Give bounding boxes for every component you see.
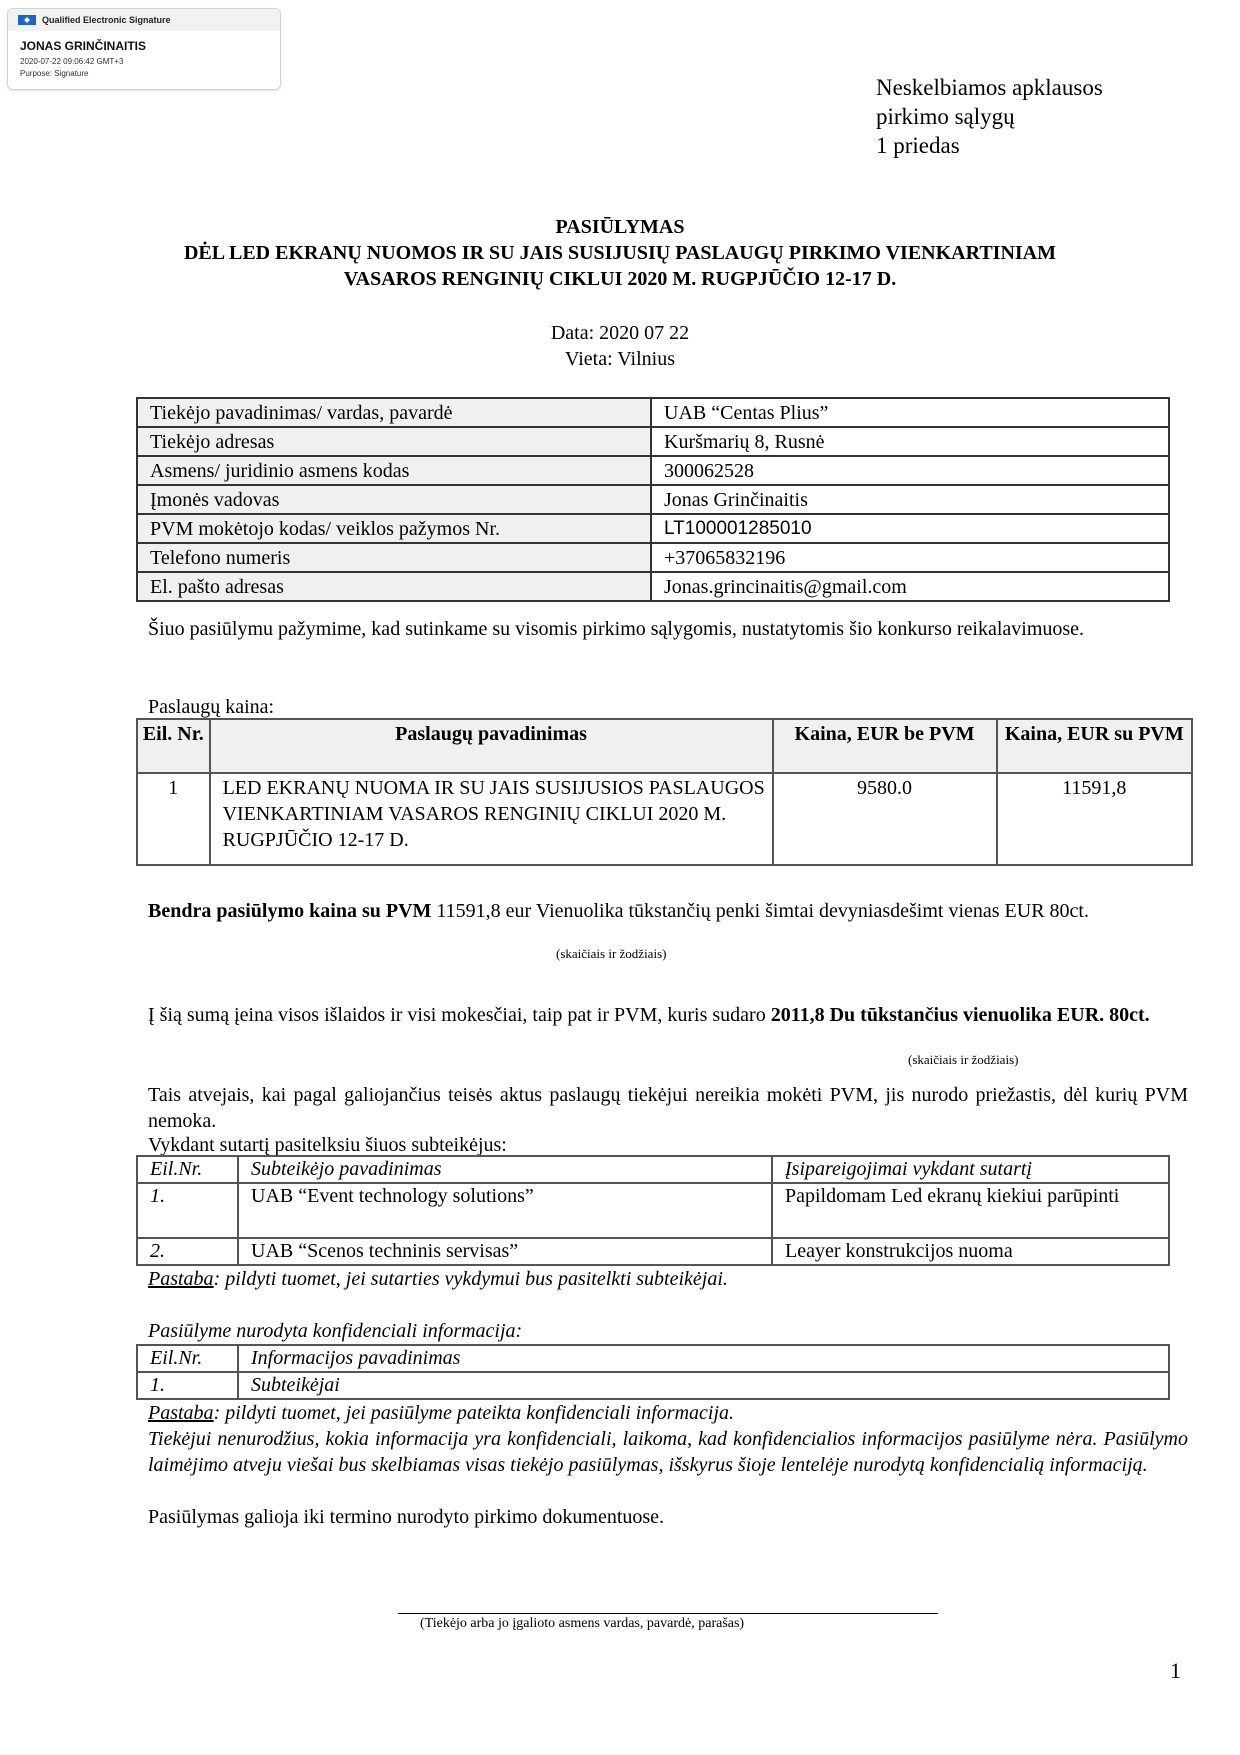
supplier-info-table xyxy=(136,397,1170,602)
field-label: PVM mokėtojo kodas/ veiklos pažymos Nr. xyxy=(137,514,651,543)
annex-line: Neskelbiamos apklausos xyxy=(876,75,1103,100)
field-label: Tiekėjo adresas xyxy=(137,427,651,456)
column-header: Kaina, EUR su PVM xyxy=(997,719,1192,773)
note-text: : pildyti tuomet, jei pasiūlyme pateikta konfidenciali informacija. xyxy=(213,1402,735,1424)
field-label: El. pašto adresas xyxy=(137,572,651,601)
annex-line: 1 priedas xyxy=(876,133,960,158)
signature-line xyxy=(398,1613,938,1614)
subcontractors-caption: Vykdant sutartį pasitelksiu šiuos subteikėjus: xyxy=(148,1134,507,1156)
field-value: 300062528 xyxy=(651,456,1169,485)
note-label: Pastaba xyxy=(148,1402,214,1424)
confidential-note xyxy=(148,1400,1188,1426)
validity-statement: Pasiūlymas galioja iki termino nurodyto pirkimo dokumentuose. xyxy=(148,1506,665,1528)
price-without-vat: 9580.0 xyxy=(773,773,997,865)
agreement-statement: Šiuo pasiūlymu pažymime, kad sutinkame su visomis pirkimo sąlygomis, nustatytomis šio konkurso reikalavimuose. xyxy=(148,618,1085,640)
electronic-signature-card[interactable] xyxy=(7,8,281,90)
subcontractor-duty: Papildomam Led ekranų kiekiui parūpinti xyxy=(772,1183,1169,1238)
table-row xyxy=(137,543,1169,572)
subcontractors-table xyxy=(136,1155,1170,1266)
confidential-caption: Pasiūlyme nurodyta konfidenciali informacija: xyxy=(148,1320,523,1342)
field-label: Įmonės vadovas xyxy=(137,485,651,514)
annex-reference xyxy=(876,73,1103,160)
field-value: UAB “Centas Plius” xyxy=(651,398,1169,427)
signature-header-label: Qualified Electronic Signature xyxy=(42,15,171,25)
page-number: 1 xyxy=(1170,1658,1181,1683)
title-line: PASIŪLYMAS xyxy=(555,216,685,238)
row-number: 2. xyxy=(137,1238,238,1265)
column-header: Eil. Nr. xyxy=(137,719,210,773)
column-header: Kaina, EUR be PVM xyxy=(773,719,997,773)
confidential-info-table xyxy=(136,1344,1170,1400)
table-row xyxy=(137,1183,1169,1238)
title-line: VASAROS RENGINIŲ CIKLUI 2020 M. RUGPJŪČIO 12-17 D. xyxy=(343,268,897,290)
field-value: LT100001285010 xyxy=(651,514,1169,543)
note-text: : pildyti tuomet, jei sutarties vykdymui bus pasitelkti subteikėjai. xyxy=(213,1268,728,1290)
subcontractor-name: UAB “Scenos techninis servisas” xyxy=(238,1238,772,1265)
column-header: Informacijos pavadinimas xyxy=(238,1345,1169,1372)
subcontractor-duty: Leayer konstrukcijos nuoma xyxy=(772,1238,1169,1265)
note-label: Pastaba xyxy=(148,1268,214,1290)
title-line: DĖL LED EKRANŲ NUOMOS IR SU JAIS SUSIJUSIŲ PASLAUGŲ PIRKIMO VIENKARTINIAM xyxy=(183,242,1057,264)
table-header-row xyxy=(137,1156,1169,1183)
table-row xyxy=(137,514,1169,543)
service-name: LED EKRANŲ NUOMA IR SU JAIS SUSIJUSIOS PASLAUGOS VIENKARTINIAM VASAROS RENGINIŲ CIKLUI 2020 M. RUGPJŪČIO 12-17 D. xyxy=(210,773,773,865)
confidential-explanation: Tiekėjui nenurodžius, kokia informacija yra konfidenciali, laikoma, kad konfidencialios informacijos pasiūlyme nėra. Pasiūlymo laimėjimo atveju viešai bus skelbiamas visas tiekėjo pasiūlymas, išskyrus šioje lentelėje nurodytą konfidencialią informaciją. xyxy=(148,1428,1188,1476)
column-header: Subteikėjo pavadinimas xyxy=(238,1156,772,1183)
signature-purpose: Purpose: Signature xyxy=(20,69,89,78)
table-row xyxy=(137,1372,1169,1399)
row-number: 1. xyxy=(137,1372,238,1399)
vat-statement xyxy=(148,1002,1188,1028)
signature-caption: (Tiekėjo arba jo įgalioto asmens vardas, pavardė, parašas) xyxy=(420,1616,745,1631)
row-number: 1 xyxy=(137,773,210,865)
esignature-icon xyxy=(18,15,36,25)
signature-header xyxy=(8,9,280,31)
info-name: Subteikėjai xyxy=(238,1372,1169,1399)
table-row xyxy=(137,456,1169,485)
price-with-vat: 11591,8 xyxy=(997,773,1192,865)
field-value: Jonas Grinčinaitis xyxy=(651,485,1169,514)
annex-line: pirkimo sąlygų xyxy=(876,104,1015,129)
table-row xyxy=(137,398,1169,427)
vat-amount: 2011,8 Du tūkstančius vienuolika EUR. 80ct. xyxy=(770,1004,1150,1026)
total-price-value: 11591,8 eur Vienuolika tūkstančių penki šimtai devyniasdešimt vienas EUR 80ct. xyxy=(431,900,1089,922)
row-number: 1. xyxy=(137,1183,238,1238)
field-label: Tiekėjo pavadinimas/ vardas, pavardė xyxy=(137,398,651,427)
field-label: Telefono numeris xyxy=(137,543,651,572)
table-row xyxy=(137,1238,1169,1265)
signer-name: JONAS GRINČINAITIS xyxy=(20,39,147,53)
table-row xyxy=(137,773,1192,865)
vat-text: Į šią sumą įeina visos išlaidos ir visi mokesčiai, taip pat ir PVM, kuris sudaro xyxy=(148,1004,771,1026)
table-header-row xyxy=(137,1345,1169,1372)
table-row xyxy=(137,427,1169,456)
document-title xyxy=(0,214,1240,292)
document-date: Data: 2020 07 22 xyxy=(550,322,690,344)
price-caption: Paslaugų kaina: xyxy=(148,696,275,718)
column-header: Paslaugų pavadinimas xyxy=(210,719,773,773)
subcontractors-note xyxy=(148,1266,1188,1292)
field-label: Asmens/ juridinio asmens kodas xyxy=(137,456,651,485)
field-value: Kuršmarių 8, Rusnė xyxy=(651,427,1169,456)
price-table xyxy=(136,718,1193,866)
table-row xyxy=(137,485,1169,514)
vat-hint: (skaičiais ir žodžiais) xyxy=(908,1052,1019,1067)
total-price-hint: (skaičiais ir žodžiais) xyxy=(556,946,667,961)
total-price-label: Bendra pasiūlymo kaina su PVM xyxy=(148,900,432,922)
document-place: Vieta: Vilnius xyxy=(565,348,675,370)
field-value: +37065832196 xyxy=(651,543,1169,572)
table-row xyxy=(137,572,1169,601)
column-header: Eil.Nr. xyxy=(137,1345,238,1372)
field-value: Jonas.grincinaitis@gmail.com xyxy=(651,572,1169,601)
column-header: Eil.Nr. xyxy=(137,1156,238,1183)
total-price-statement xyxy=(148,898,1188,924)
date-place-block xyxy=(0,320,1240,372)
column-header: Įsipareigojimai vykdant sutartį xyxy=(772,1156,1169,1183)
vat-exempt-statement: Tais atvejais, kai pagal galiojančius teisės aktus paslaugų tiekėjui nereikia mokėti PVM, jis nurodo priežastis, dėl kurių PVM nemoka. xyxy=(148,1084,1188,1132)
signature-timestamp: 2020-07-22 09:06:42 GMT+3 xyxy=(20,57,124,66)
subcontractor-name: UAB “Event technology solutions” xyxy=(238,1183,772,1238)
table-header-row xyxy=(137,719,1192,773)
